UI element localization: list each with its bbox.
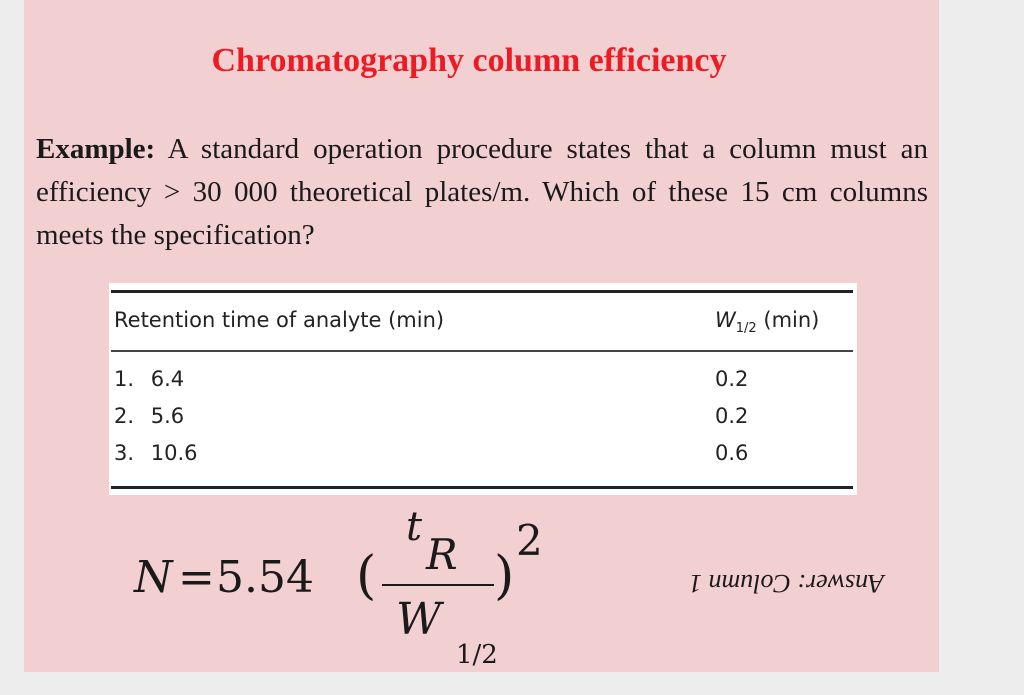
row-w-half: 0.2	[715, 404, 749, 428]
header-retention: Retention time of analyte (min)	[114, 308, 445, 332]
table-top-rule	[111, 290, 853, 293]
row-retention: 6.4	[150, 367, 185, 391]
formula-n: N	[134, 552, 173, 603]
formula-close-paren: )	[494, 546, 515, 606]
formula-t: t	[406, 504, 423, 550]
slide	[24, 0, 939, 672]
header-w-symbol: W	[715, 308, 736, 332]
slide-title: Chromatography column efficiency	[211, 42, 727, 79]
row-w-half: 0.2	[715, 367, 749, 391]
row-index: 1.	[114, 367, 135, 391]
row-index: 3.	[114, 441, 135, 465]
row-retention: 10.6	[150, 441, 198, 465]
header-w-subscript: 1/2	[735, 321, 757, 337]
formula-r-subscript: R	[426, 530, 458, 579]
answer-upside-down: Answer: Column 1	[689, 569, 884, 598]
table-row	[114, 367, 184, 391]
header-w-unit: (min)	[763, 308, 820, 332]
table-bottom-rule	[111, 486, 853, 489]
formula-coefficient: 5.54	[216, 552, 314, 603]
formula-w-subscript: 1/2	[456, 640, 498, 670]
table-row	[114, 441, 198, 465]
example-paragraph	[36, 128, 928, 257]
formula-open-paren: (	[356, 546, 377, 606]
table-row	[114, 404, 184, 428]
formula-exponent: 2	[516, 516, 543, 565]
formula-equals: =	[178, 552, 215, 603]
data-table	[109, 283, 857, 495]
fraction-bar	[382, 584, 494, 586]
formula-w: W	[396, 594, 442, 645]
example-text: A standard operation procedure states that a column must an efficiency > 30 000 theoretical plates/m. Which of these 15 cm columns meets the specification?	[36, 133, 928, 251]
table-header-rule	[111, 350, 853, 352]
row-retention: 5.6	[150, 404, 185, 428]
row-index: 2.	[114, 404, 135, 428]
row-w-half: 0.6	[715, 441, 749, 465]
example-label: Example:	[36, 133, 156, 165]
header-w-half	[715, 308, 819, 336]
plate-number-formula	[134, 504, 604, 678]
